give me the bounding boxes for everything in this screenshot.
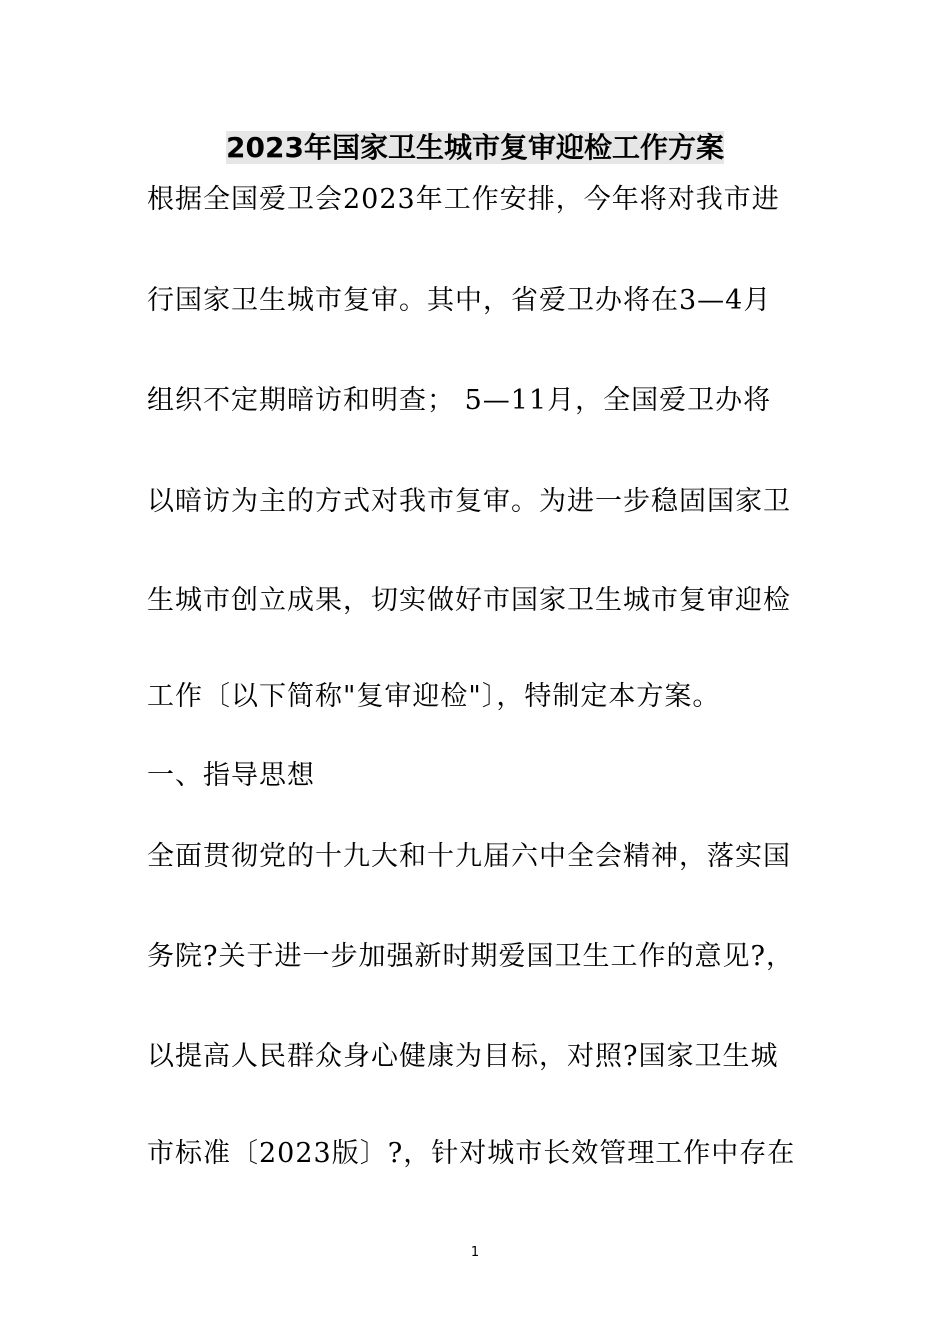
paragraph-line: 务院?关于进一步加强新时期爱国卫生工作的意见?，: [147, 941, 794, 972]
paragraph-line: 行国家卫生城市复审。其中，省爱卫办将在3—4月: [147, 285, 772, 316]
page-number: 1: [470, 1245, 480, 1260]
paragraph-line: 工作〔以下简称"复审迎检"〕，特制定本方案。: [147, 681, 721, 712]
paragraph-line: 组织不定期暗访和明查； 5—11月，全国爱卫办将: [147, 385, 772, 416]
paragraph-line: 根据全国爱卫会2023年工作安排，今年将对我市进: [147, 184, 780, 215]
paragraph-line: 市标准〔2023版〕?，针对城市长效管理工作中存在: [147, 1138, 796, 1169]
paragraph-line: 以提高人民群众身心健康为目标，对照?国家卫生城: [147, 1041, 779, 1072]
paragraph-line: 生城市创立成果，切实做好市国家卫生城市复审迎检: [147, 585, 791, 616]
section-heading: 一、指导思想: [147, 760, 315, 791]
paragraph-line: 以暗访为主的方式对我市复审。为进一步稳固国家卫: [147, 486, 791, 517]
paragraph-line: 全面贯彻党的十九大和十九届六中全会精神，落实国: [147, 841, 791, 872]
document-title-text: 2023年国家卫生城市复审迎检工作方案: [226, 131, 724, 164]
document-title: [0, 128, 950, 168]
